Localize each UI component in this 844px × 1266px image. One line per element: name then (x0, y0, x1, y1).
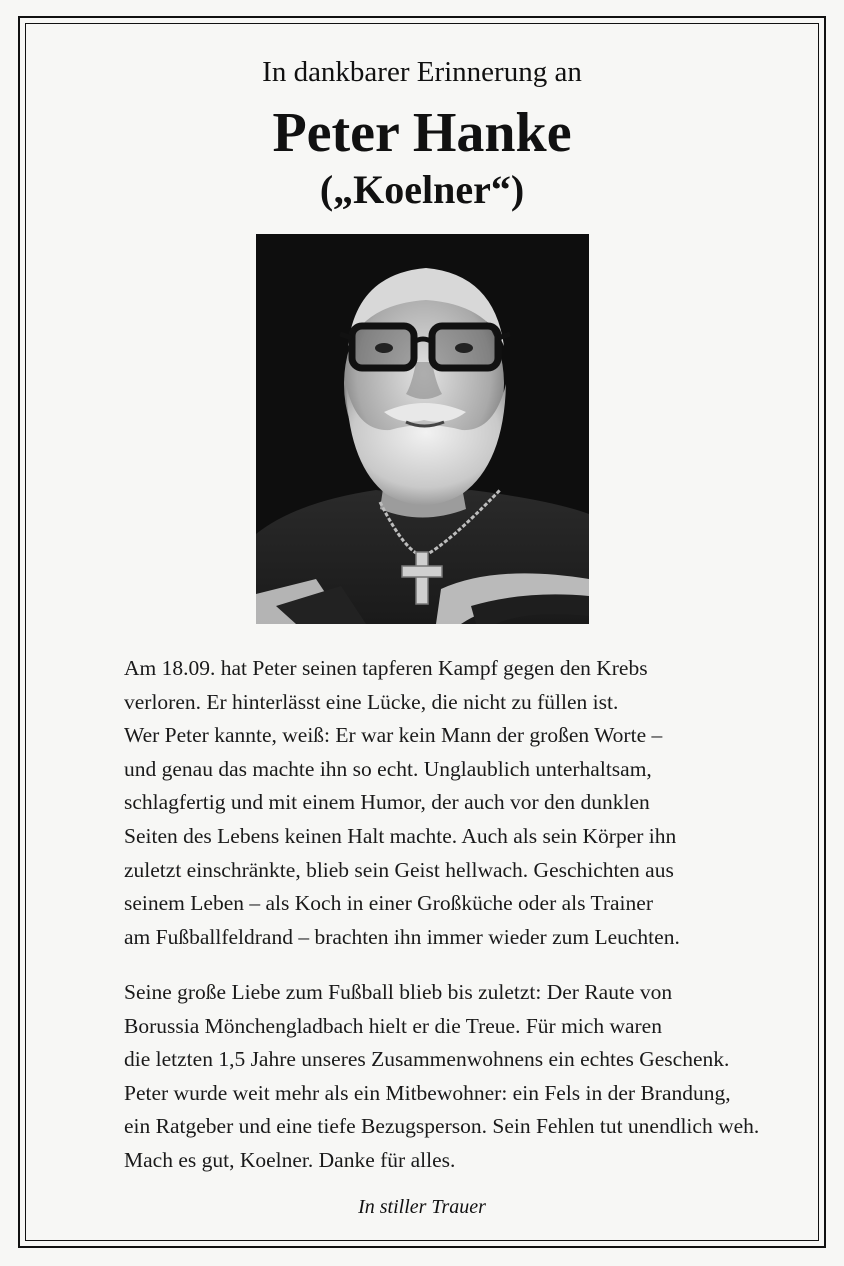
text-line: Am 18.09. hat Peter seinen tapferen Kampf gegen den Krebs (124, 656, 648, 680)
text-line: am Fußballfeldrand – brachten ihn immer wieder zum Leuchten. (124, 924, 680, 949)
text-line: Peter wurde weit mehr als ein Mitbewohner: ein Fels in der Brandung, (124, 1080, 731, 1105)
obituary-paragraph-2 (124, 976, 784, 1178)
text-line: die letzten 1,5 Jahre unseres Zusammenwohnens ein echtes Geschenk. (124, 1047, 730, 1072)
text-line: ein Ratgeber und eine tiefe Bezugsperson. Sein Fehlen tut unendlich weh. (124, 1114, 760, 1139)
deceased-name: Peter Hanke (272, 102, 572, 164)
text-line: zuletzt einschränkte, blieb sein Geist hellwach. Geschichten aus (124, 857, 674, 882)
obituary-paragraph-1 (124, 652, 784, 954)
text-line: Seiten des Lebens keinen Halt machte. Auch als sein Körper ihn (124, 823, 677, 848)
text-line: verloren. Er hinterlässt eine Lücke, die nicht zu füllen ist. (124, 689, 619, 714)
text-line: Mach es gut, Koelner. Danke für alles. (124, 1147, 456, 1172)
intro-line: In dankbarer Erinnerung an (262, 56, 582, 88)
text-line: und genau das machte ihn so echt. Unglaublich unterhaltsam, (124, 756, 652, 781)
text-line: schlagfertig und mit einem Humor, der auch vor den dunklen (124, 790, 650, 815)
text-line: seinem Leben – als Koch in einer Großküche oder als Trainer (124, 891, 653, 916)
closing-signature: In stiller Trauer (358, 1196, 486, 1218)
nickname: („Koelner“) (319, 167, 525, 212)
portrait-illustration (256, 234, 589, 624)
text-line: Seine große Liebe zum Fußball blieb bis zuletzt: Der Raute von (124, 980, 673, 1004)
text-line: Borussia Mönchengladbach hielt er die Treue. Für mich waren (124, 1013, 662, 1038)
portrait-photo (256, 234, 589, 624)
text-line: Wer Peter kannte, weiß: Er war kein Mann der großen Worte – (124, 723, 663, 748)
